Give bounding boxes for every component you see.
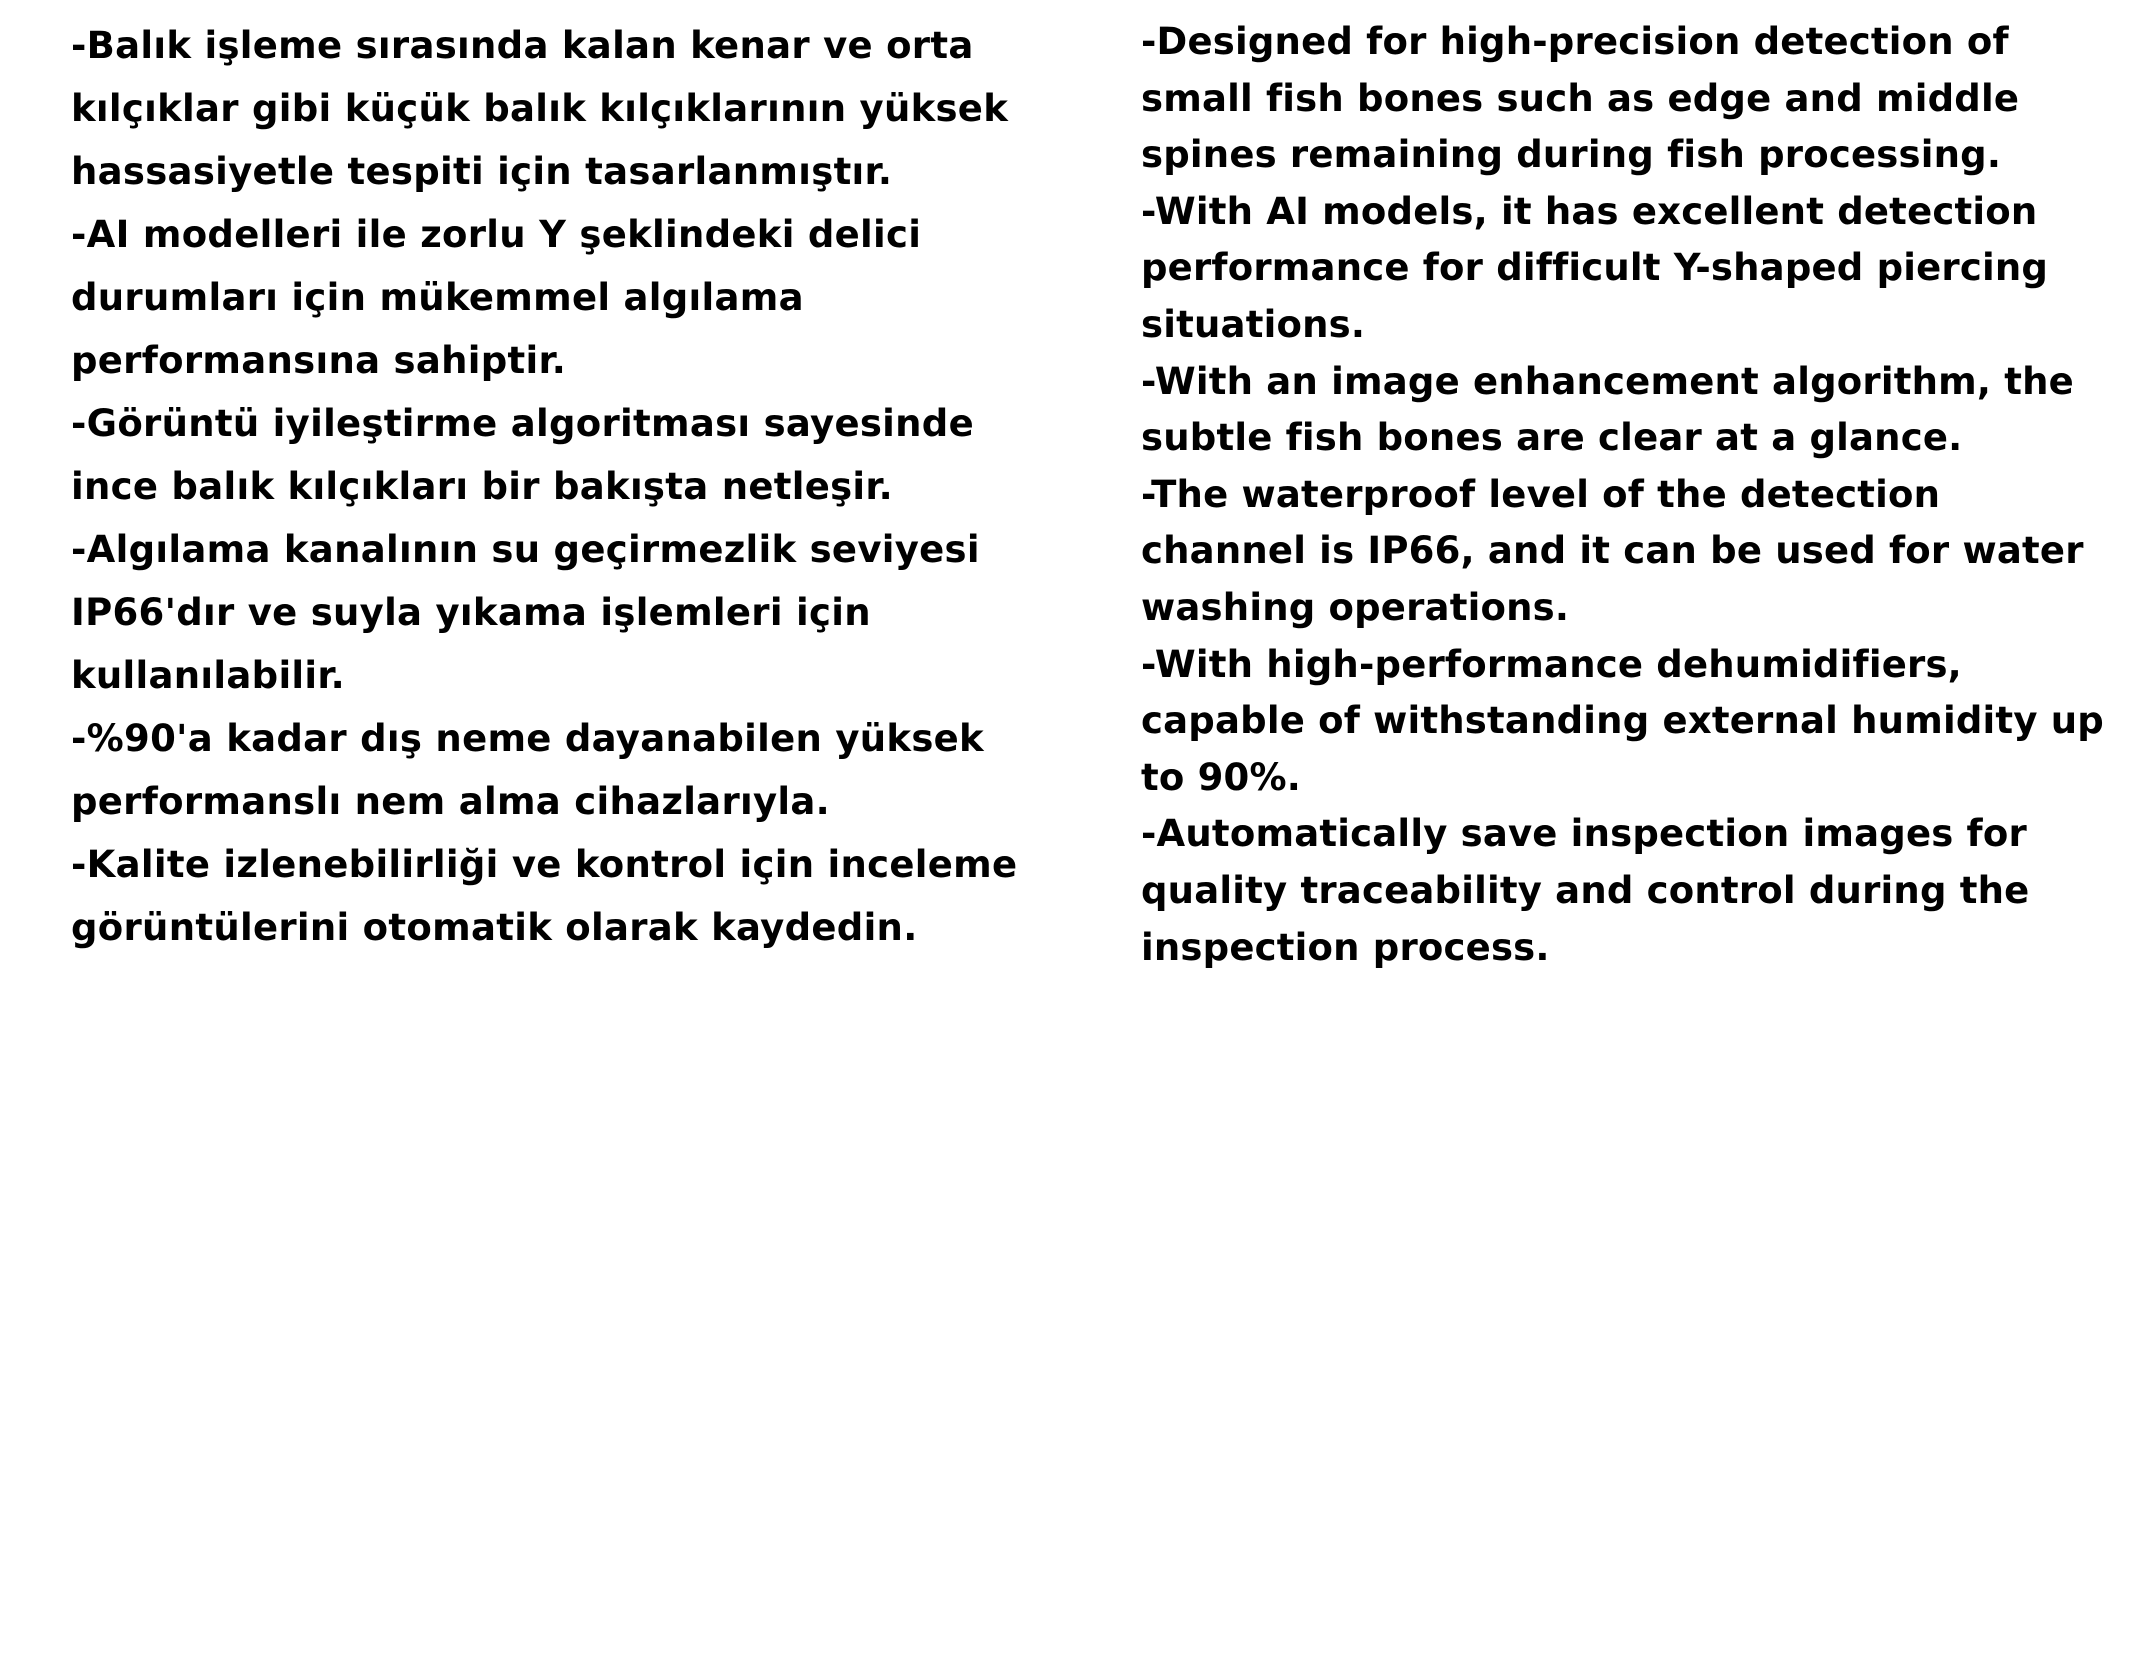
english-line: spines remaining during fish processing. <box>1141 133 2002 177</box>
turkish-line: performansına sahiptir. <box>71 339 567 382</box>
english-line: performance for difficult Y-shaped piercing <box>1141 246 2049 290</box>
turkish-line: -Kalite izlenebilirliği ve kontrol için inceleme <box>71 843 1018 886</box>
turkish-line: IP66'dır ve suyla yıkama işlemleri için <box>71 591 871 634</box>
turkish-line: -Algılama kanalının su geçirmezlik seviyesi <box>71 528 980 571</box>
english-line: subtle fish bones are clear at a glance. <box>1141 416 1963 460</box>
english-line: -With an image enhancement algorithm, the <box>1141 359 2074 403</box>
turkish-text-column <box>71 14 1056 959</box>
turkish-line: görüntülerini otomatik olarak kaydedin. <box>71 906 918 949</box>
english-text-column <box>1141 14 2136 976</box>
english-line: small fish bones such as edge and middle <box>1141 76 2020 120</box>
turkish-line: -%90'a kadar dış neme dayanabilen yüksek <box>71 717 984 760</box>
turkish-line: durumları için mükemmel algılama <box>71 276 804 319</box>
english-line: washing operations. <box>1141 585 1570 629</box>
turkish-line: -Balık işleme sırasında kalan kenar ve orta <box>71 24 974 67</box>
english-line: to 90%. <box>1141 755 1302 799</box>
turkish-line: kullanılabilir. <box>71 654 346 697</box>
english-line: -The waterproof level of the detection <box>1141 472 1941 516</box>
english-line: quality traceability and control during the <box>1141 868 2030 912</box>
english-line: situations. <box>1141 302 1366 346</box>
turkish-line: kılçıklar gibi küçük balık kılçıklarının yüksek <box>71 87 1009 130</box>
turkish-line: -AI modelleri ile zorlu Y şeklindeki delici <box>71 213 922 256</box>
english-line: channel is IP66, and it can be used for water <box>1141 529 2084 573</box>
english-line: -Designed for high-precision detection of <box>1141 20 2009 63</box>
english-line: -With AI models, it has excellent detection <box>1141 189 2038 233</box>
turkish-line: hassasiyetle tespiti için tasarlanmıştır. <box>71 150 893 193</box>
english-line: capable of withstanding external humidity up <box>1141 699 2104 743</box>
turkish-line: performanslı nem alma cihazlarıyla. <box>71 780 831 823</box>
turkish-line: -Görüntü iyileştirme algoritması sayesinde <box>71 402 974 445</box>
english-line: inspection process. <box>1141 925 1550 969</box>
english-line: -With high-performance dehumidifiers, <box>1141 642 1962 686</box>
english-line: -Automatically save inspection images for <box>1141 812 2027 856</box>
turkish-line: ince balık kılçıkları bir bakışta netleşir. <box>71 465 894 508</box>
